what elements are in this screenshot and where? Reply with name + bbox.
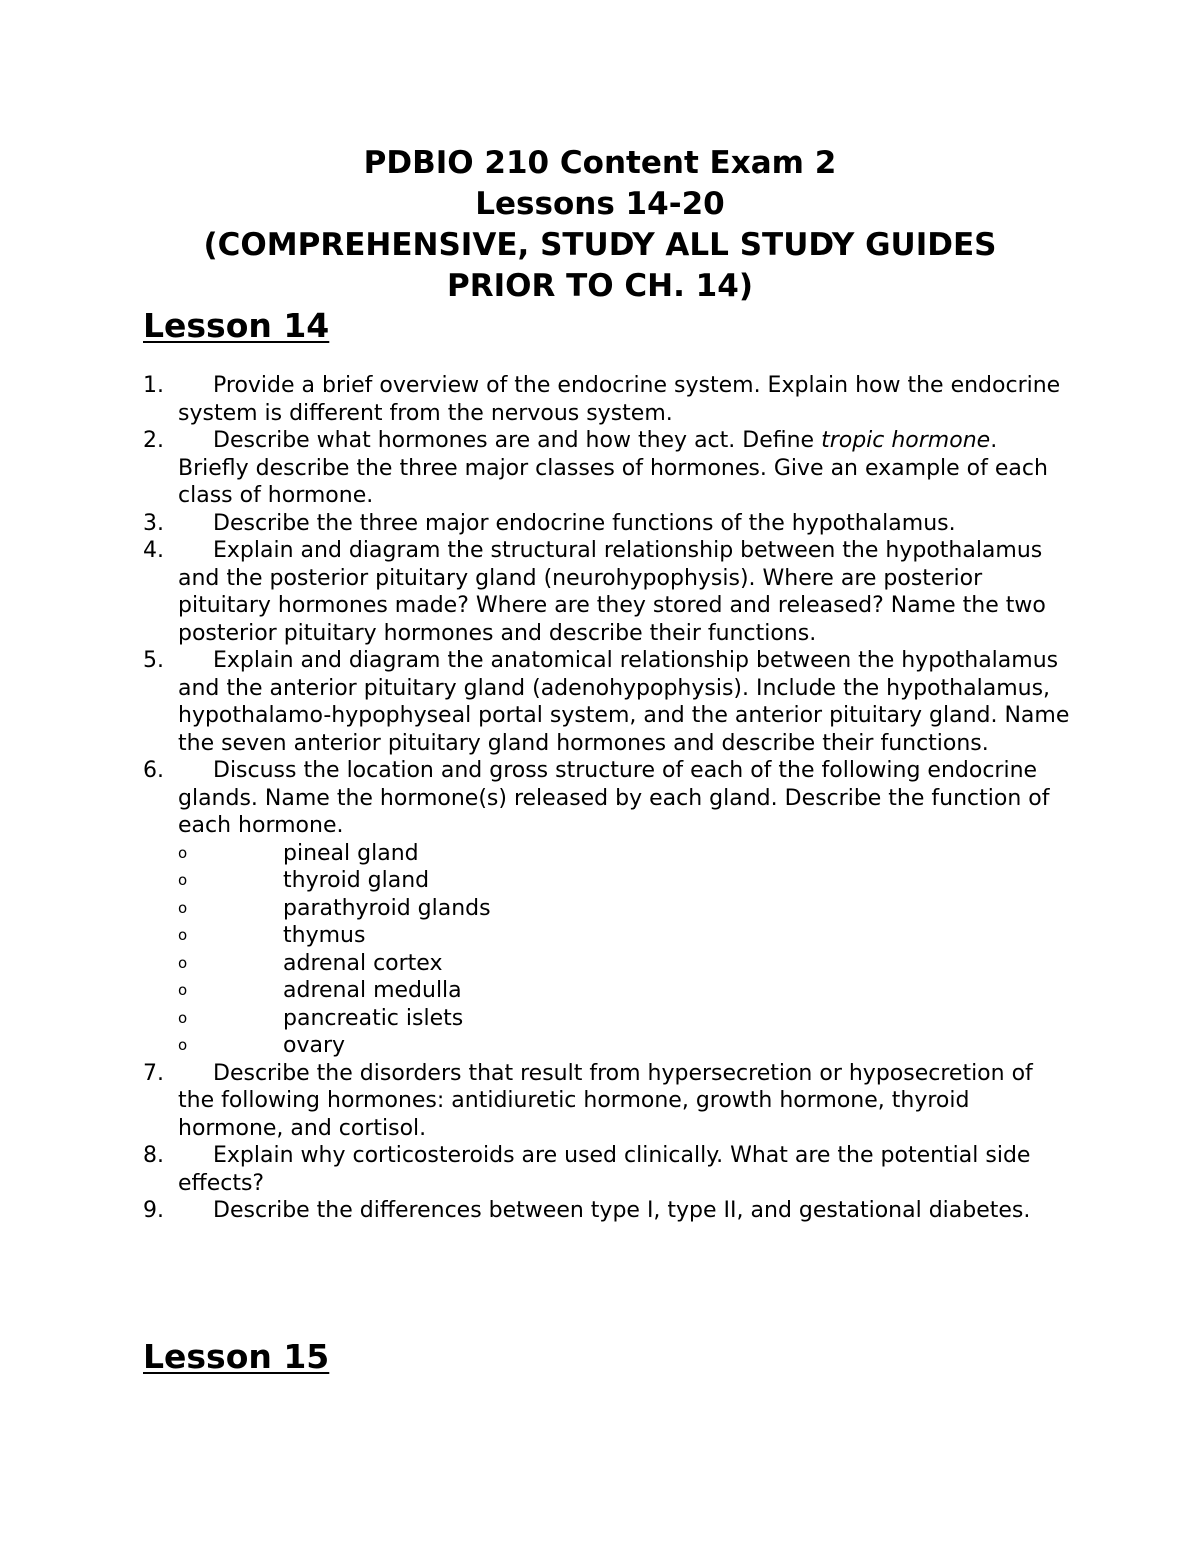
title-line-4: PRIOR TO CH. 14) [446, 268, 753, 304]
question-text: Discuss the location and gross structure of each of the following endocrine glands. Name the hormone(s) released by each gland. Describe the function of each hormone. [178, 758, 1050, 838]
gland-list-item: o ovary [178, 1033, 346, 1058]
lesson-14-heading: Lesson 14 [143, 306, 330, 345]
lesson-14-question-list [143, 372, 1073, 1225]
gland-list-item: o adrenal medulla [178, 978, 462, 1003]
bullet-icon: o [178, 953, 188, 972]
bullet-icon: o [178, 1008, 188, 1027]
question-item [143, 1060, 1073, 1143]
question-item [143, 372, 1073, 427]
question-number: 5. [143, 648, 164, 673]
bullet-icon: o [178, 871, 188, 889]
question-number: 3. [143, 510, 164, 536]
gland-list-item: o thyroid gland [178, 868, 430, 893]
bullet-icon: o [178, 843, 188, 862]
bullet-icon: o [178, 981, 188, 999]
question-text: Explain and diagram the anatomical relationship between the hypothalamus and the anterior pituitary gland (adenohypophysis). Include the hypothalamus, hypothalamo-hypophyseal portal system, and the anterior pituitary gland. Name the seven anterior pituitary gland hormones and describe their functions. [178, 648, 1070, 756]
question-text: Explain why corticosteroids are used clinically. What are the potential side effects? [178, 1143, 1031, 1196]
question-text: Explain and diagram the structural relationship between the hypothalamus and the posterior pituitary gland (neurohypophysis). Where are posterior pituitary hormones made? Where are they stored and released? Name the two posterior pituitary hormones and describe their functions. [178, 538, 1046, 646]
gland-list-item: o thymus [178, 923, 366, 948]
title-line-2: Lessons 14-20 [475, 186, 725, 222]
endocrine-gland-list [178, 840, 1073, 1060]
question-number: 2. [143, 428, 164, 453]
bullet-icon: o [178, 898, 188, 917]
question-number: 1. [143, 373, 164, 398]
title-line-3: (COMPREHENSIVE, STUDY ALL STUDY GUIDES [203, 227, 997, 263]
gland-list-item: o pineal gland [178, 840, 419, 866]
gland-list-item: o parathyroid glands [178, 895, 491, 921]
question-number: 4. [143, 538, 164, 563]
gland-list-item: o adrenal cortex [178, 950, 443, 976]
question-text: Describe what hormones are and how they act. Define tropic hormone. Briefly describe the three major classes of hormones. Give an example of each class of hormone. [178, 428, 1048, 508]
bullet-icon: o [178, 1036, 188, 1054]
title-line-1: PDBIO 210 Content Exam 2 [363, 145, 837, 181]
question-item [143, 427, 1073, 510]
document-title [100, 143, 1100, 307]
question-number: 8. [143, 1143, 164, 1168]
question-item [143, 1197, 1073, 1225]
question-item [143, 510, 1073, 538]
question-item [143, 647, 1073, 757]
tropic-hormone-term: tropic hormone [821, 428, 991, 453]
question-number: 6. [143, 758, 164, 783]
question-item [143, 537, 1073, 647]
lesson-15-heading: Lesson 15 [143, 1337, 330, 1376]
question-item [143, 757, 1073, 1060]
question-text: Describe the differences between type I, type II, and gestational diabetes. [213, 1198, 1031, 1223]
gland-list-item: o pancreatic islets [178, 1005, 464, 1031]
question-text: Describe the three major endocrine functions of the hypothalamus. [213, 510, 956, 536]
question-number: 7. [143, 1060, 164, 1086]
question-text: Provide a brief overview of the endocrine system. Explain how the endocrine system is different from the nervous system. [178, 373, 1061, 426]
bullet-icon: o [178, 926, 188, 944]
question-number: 9. [143, 1198, 164, 1223]
question-item [143, 1142, 1073, 1197]
question-text: Describe the disorders that result from hypersecretion or hyposecretion of the following hormones: antidiuretic hormone, growth hormone, thyroid hormone, and cortisol. [178, 1060, 1033, 1141]
